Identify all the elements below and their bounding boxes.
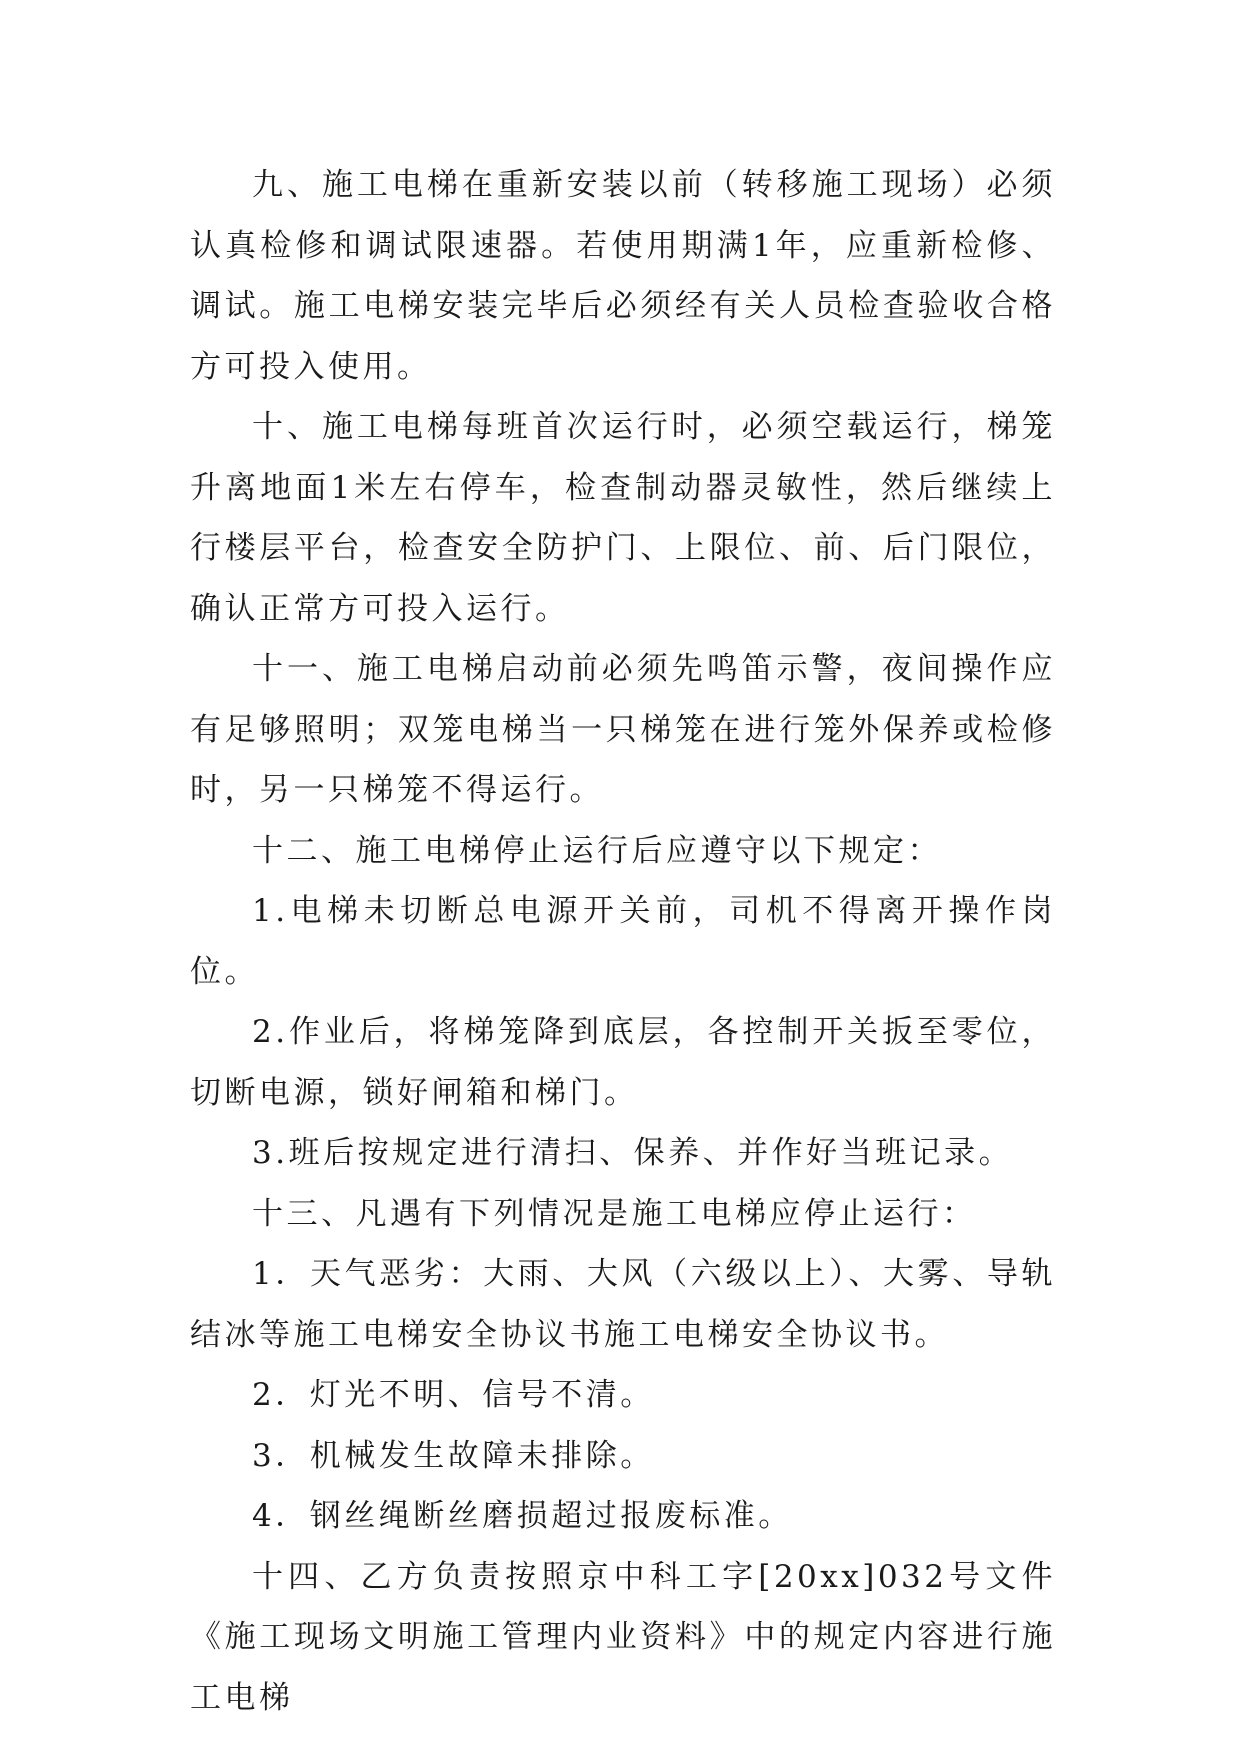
paragraph-subitem-12-2: 2.作业后，将梯笼降到底层，各控制开关扳至零位，切断电源，锁好闸箱和梯门。 — [190, 1014, 1056, 1111]
paragraph-subitem-13-3: 3．机械发生故障未排除。 — [252, 1437, 655, 1474]
paragraph-item-10: 十、施工电梯每班首次运行时，必须空载运行，梯笼升离地面1米左右停车，检查制动器灵敏性，然后继续上行楼层平台，检查安全防护门、上限位、前、后门限位，确认正常方可投入运行。 — [190, 409, 1056, 627]
paragraph-subitem-13-1: 1．天气恶劣：大雨、大风（六级以上）、大雾、导轨结冰等施工电梯安全协议书施工电梯安全协议书。 — [190, 1256, 1056, 1353]
paragraph-subitem-13-2: 2．灯光不明、信号不清。 — [252, 1377, 655, 1413]
paragraph-item-9: 九、施工电梯在重新安装以前（转移施工现场）必须认真检修和调试限速器。若使用期满1年，应重新检修、调试。施工电梯安装完毕后必须经有关人员检查验收合格方可投入使用。 — [190, 167, 1056, 385]
paragraph-item-11: 十一、施工电梯启动前必须先鸣笛示警，夜间操作应有足够照明；双笼电梯当一只梯笼在进行笼外保养或检修时，另一只梯笼不得运行。 — [190, 651, 1056, 808]
paragraph-item-14: 十四、乙方负责按照京中科工字[20xx]032号文件《施工现场文明施工管理内业资料》中的规定内容进行施工电梯 — [190, 1558, 1056, 1716]
paragraph-item-12: 十二、施工电梯停止运行后应遵守以下规定： — [252, 832, 942, 869]
paragraph-subitem-12-3: 3.班后按规定进行清扫、保养、并作好当班记录。 — [252, 1135, 1014, 1171]
paragraph-subitem-13-4: 4．钢丝绳断丝磨损超过报废标准。 — [252, 1498, 793, 1534]
paragraph-subitem-12-1: 1.电梯未切断总电源开关前，司机不得离开操作岗位。 — [190, 893, 1056, 990]
document-body — [190, 155, 1056, 1728]
paragraph-item-13: 十三、凡遇有下列情况是施工电梯应停止运行： — [252, 1195, 977, 1232]
